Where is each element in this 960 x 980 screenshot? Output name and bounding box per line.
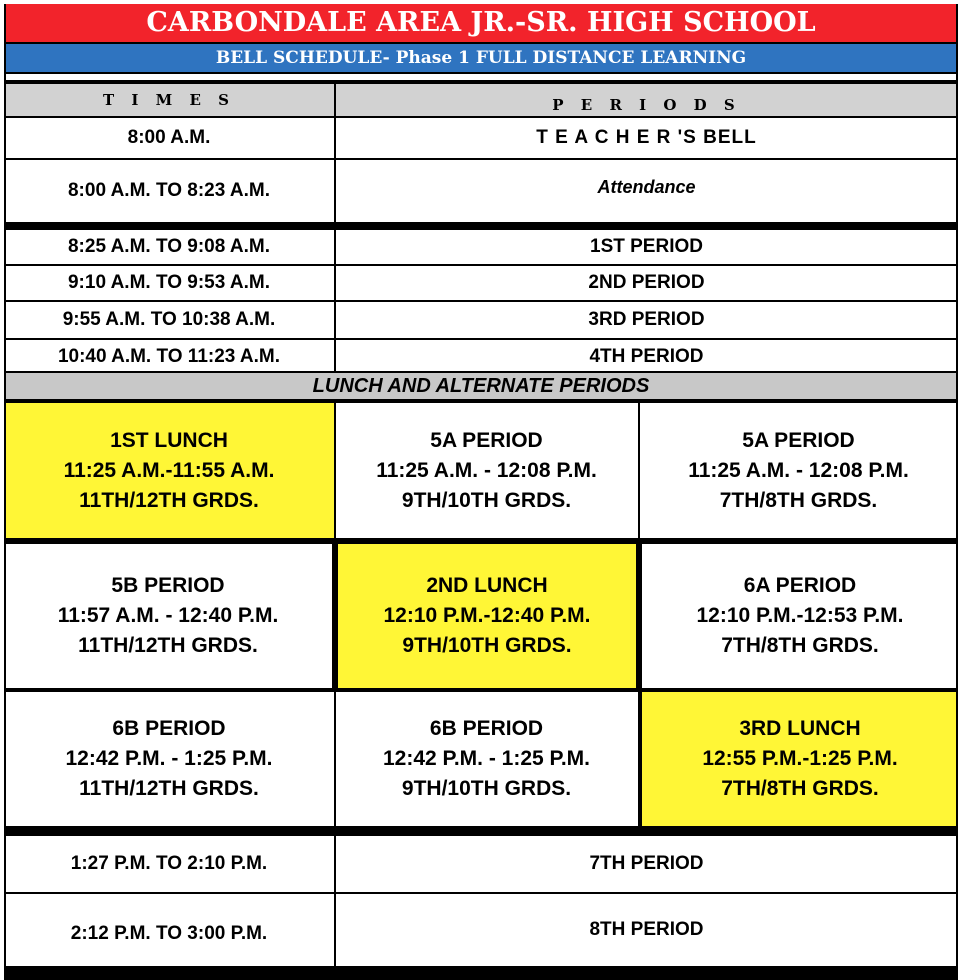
block-name: 6B PERIOD [112,717,226,740]
block-grades: 9TH/10TH GRDS. [402,634,572,657]
block-grades: 7TH/8TH GRDS. [721,777,879,800]
time-cell: 9:10 A.M. TO 9:53 A.M. [67,272,270,293]
rule [4,826,958,836]
block-name: 6B PERIOD [429,717,544,740]
rule [638,403,640,538]
rule [4,264,958,266]
block-time: 11:25 A.M. - 12:08 P.M. [376,458,597,482]
block-name: 5A PERIOD [430,428,543,452]
time-cell: 10:40 A.M. TO 11:23 A.M. [57,346,281,367]
block-time: 12:55 P.M.-1:25 P.M. [702,747,898,770]
time-cell: 9:55 A.M. TO 10:38 A.M. [62,309,276,330]
block-time: 11:25 A.M.-11:55 A.M. [63,458,275,482]
rule [638,966,640,980]
period-cell: T E A C H E R 'S BELL [536,127,757,148]
block-name: 5B PERIOD [111,574,225,597]
time-cell: 2:12 P.M. TO 3:00 P.M. [70,923,268,944]
block-grades: 7TH/8TH GRDS. [719,488,878,512]
block-name: 1ST LUNCH [110,428,228,452]
block-time: 11:57 A.M. - 12:40 P.M. [57,604,279,627]
rule [4,300,958,302]
time-cell: 8:25 A.M. TO 9:08 A.M. [67,236,270,257]
rule [334,84,336,373]
period-block [335,692,638,826]
period-cell: Attendance [597,176,696,197]
period-block [4,692,334,826]
block-time: 12:42 P.M. - 1:25 P.M. [65,747,273,770]
block-time: 12:10 P.M.-12:53 P.M. [696,604,904,627]
block-grades: 9TH/10TH GRDS. [401,488,572,512]
bell-schedule [4,4,958,980]
block-time: 12:10 P.M.-12:40 P.M. [383,604,591,627]
rule [4,399,958,403]
period-cell: 3RD PERIOD [588,309,705,330]
schedule-subtitle: BELL SCHEDULE- Phase 1 FULL DISTANCE LEARNING [4,44,958,72]
period-cell: 1ST PERIOD [590,236,703,257]
periods-header: P E R I O D S [335,84,958,116]
lunch-section-title: LUNCH AND ALTERNATE PERIODS [4,373,958,399]
period-block [639,403,958,538]
rule [4,116,958,118]
rule [956,4,958,980]
period-cell: 7TH PERIOD [589,853,704,874]
block-grades: 9TH/10TH GRDS. [401,777,572,800]
times-header: T I M E S [4,84,334,116]
rule [4,538,958,544]
rule [636,544,642,688]
time-cell: 8:00 A.M. TO 8:23 A.M. [67,180,270,201]
block-grades: 7TH/8TH GRDS. [721,634,879,657]
rule [4,338,958,340]
period-cell: 2ND PERIOD [588,272,705,293]
period-cell: 8TH PERIOD [589,919,704,940]
rule [4,892,958,894]
block-name: 2ND LUNCH [426,574,548,597]
block-grades: 11TH/12TH GRDS. [78,634,258,657]
period-block [4,544,332,688]
rule [4,158,958,160]
rule [332,544,338,688]
period-block [335,403,638,538]
rule [4,371,958,373]
school-title: CARBONDALE AREA JR.-SR. HIGH SCHOOL [4,4,958,42]
block-grades: 11TH/12TH GRDS. [79,777,259,800]
rule [334,403,336,538]
rule [4,42,958,44]
rule [4,72,958,74]
lunch-block [642,692,958,826]
lunch-block [338,544,636,688]
rule [4,80,958,84]
time-cell: 1:27 P.M. TO 2:10 P.M. [70,853,268,874]
rule [4,4,6,980]
block-time: 11:25 A.M. - 12:08 P.M. [688,458,909,482]
block-time: 12:42 P.M. - 1:25 P.M. [383,747,590,770]
time-cell: 8:00 A.M. [127,127,211,148]
block-name: 5A PERIOD [742,428,855,452]
rule [638,692,642,826]
rule [4,966,958,980]
block-name: 6A PERIOD [743,574,857,597]
rule [334,836,336,980]
rule [4,688,958,692]
lunch-block [4,403,334,538]
rule [334,692,336,826]
rule [4,222,958,230]
block-name: 3RD LUNCH [739,717,861,740]
period-block [642,544,958,688]
block-grades: 11TH/12TH GRDS. [79,488,259,512]
period-cell: 4TH PERIOD [589,346,704,367]
